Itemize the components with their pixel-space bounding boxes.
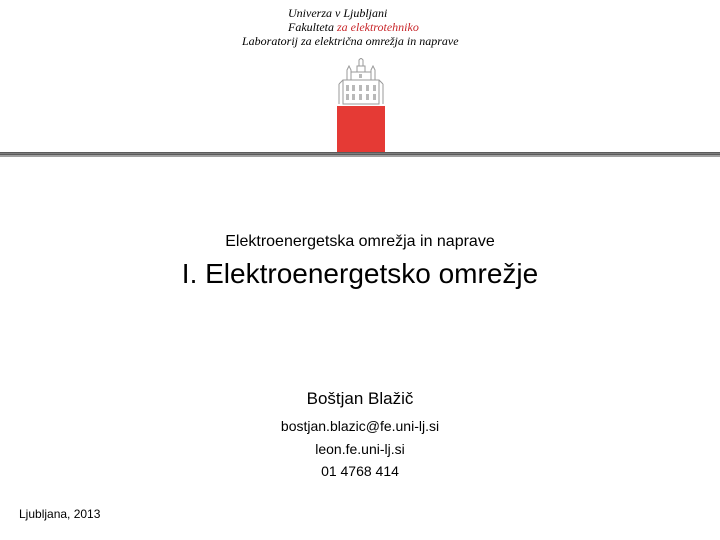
author-name: Boštjan Blažič	[306, 389, 414, 408]
lab-website[interactable]: leon.fe.uni-lj.si	[315, 441, 405, 457]
header-divider-bottom	[0, 155, 720, 157]
faculty-line	[238, 20, 488, 34]
course-name: Elektroenergetska omrežja in naprave	[225, 233, 495, 250]
laboratory-name: Laboratorij za električna omrežja in naprave	[242, 34, 459, 48]
institution-header	[238, 6, 488, 48]
author-email[interactable]: bostjan.blazic@fe.uni-lj.si	[280, 418, 440, 434]
university-name: Univerza v Ljubljani	[288, 6, 388, 20]
university-building-logo	[337, 58, 385, 152]
lecture-title: I. Elektroenergetsko omrežje	[181, 258, 539, 289]
place-and-year: Ljubljana, 2013	[19, 507, 101, 521]
phone-number: 01 4768 414	[321, 463, 399, 479]
faculty-name: za elektrotehniko	[336, 20, 419, 34]
faculty-prefix: Fakulteta	[288, 20, 337, 34]
